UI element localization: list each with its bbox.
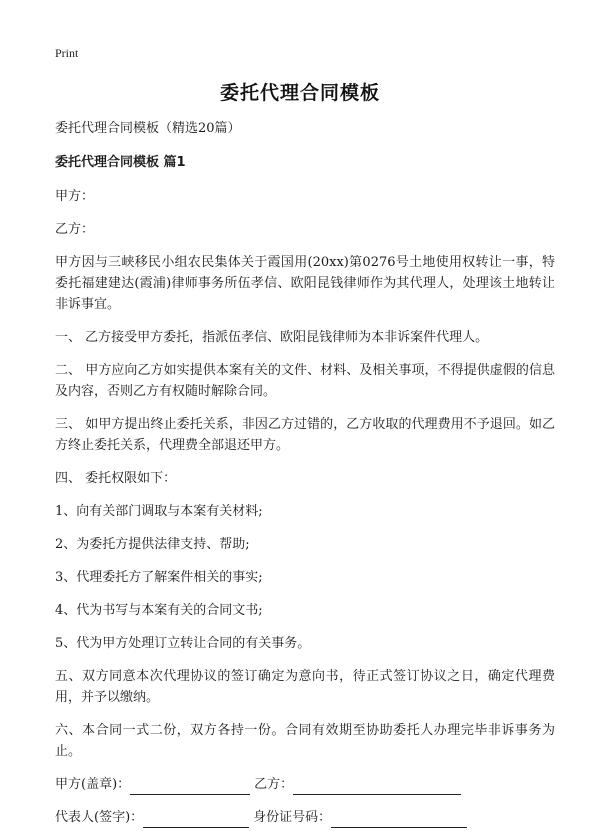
signature-row-1	[55, 774, 555, 795]
document-body	[55, 118, 555, 840]
representative-label: 代表人(签字)：	[55, 810, 144, 825]
party-b-line: 乙方：	[55, 222, 95, 237]
clause-3: 三、 如甲方提出终止委托关系，非因乙方过错的，乙方收取的代理费用不予退回。如乙方终止委托关系，代理费全部退还甲方。	[55, 417, 555, 453]
document-title: 委托代理合同模板	[219, 82, 380, 104]
authority-item-2: 2、为委托方提供法律支持、帮助;	[55, 537, 250, 552]
authority-item-1: 1、向有关部门调取与本案有关材料;	[55, 504, 263, 519]
party-b-field[interactable]	[293, 779, 461, 795]
document-subtitle: 委托代理合同模板（精选20篇）	[55, 121, 241, 136]
authority-item-4: 4、代为书写与本案有关的合同文书;	[55, 603, 263, 618]
signature-row-2	[55, 807, 555, 828]
print-label: Print	[55, 46, 79, 60]
clause-6: 六、本合同一式二份，双方各持一份。合同有效期至协助委托人办理完毕非诉事务为止。	[55, 723, 555, 759]
clause-2: 二、 甲方应向乙方如实提供本案有关的文件、材料、及相关事项，不得提供虚假的信息及内容，否则乙方有权随时解除合同。	[55, 363, 555, 399]
party-b-label: 乙方：	[254, 777, 294, 792]
authority-item-3: 3、代理委托方了解案件相关的事实;	[55, 570, 263, 585]
id-number-field[interactable]	[331, 812, 467, 828]
party-a-seal-label: 甲方(盖章)：	[55, 777, 131, 792]
party-a-line: 甲方：	[55, 189, 95, 204]
clause-4-heading: 四、 委托权限如下：	[55, 471, 177, 486]
section-heading: 委托代理合同模板 篇1	[55, 155, 186, 170]
authority-item-5: 5、代为甲方处理订立转让合同的有关事务。	[55, 636, 311, 651]
party-a-seal-field[interactable]	[130, 779, 250, 795]
clause-1: 一、 乙方接受甲方委托，指派伍孝信、欧阳昆钱律师为本非诉案件代理人。	[55, 330, 489, 345]
clause-5: 五、双方同意本次代理协议的签订确定为意向书，待正式签订协议之日，确定代理费用，并予以缴纳。	[55, 669, 555, 705]
intro-paragraph: 甲方因与三峡移民小组农民集体关于霞国用(20xx)第0276号土地使用权转让一事，特委托福建建达(霞浦)律师事务所伍孝信、欧阳昆钱律师作为其代理人，处理该土地转让非诉事宜。	[55, 255, 555, 312]
id-number-label: 身份证号码：	[253, 810, 332, 825]
representative-field[interactable]	[143, 812, 249, 828]
